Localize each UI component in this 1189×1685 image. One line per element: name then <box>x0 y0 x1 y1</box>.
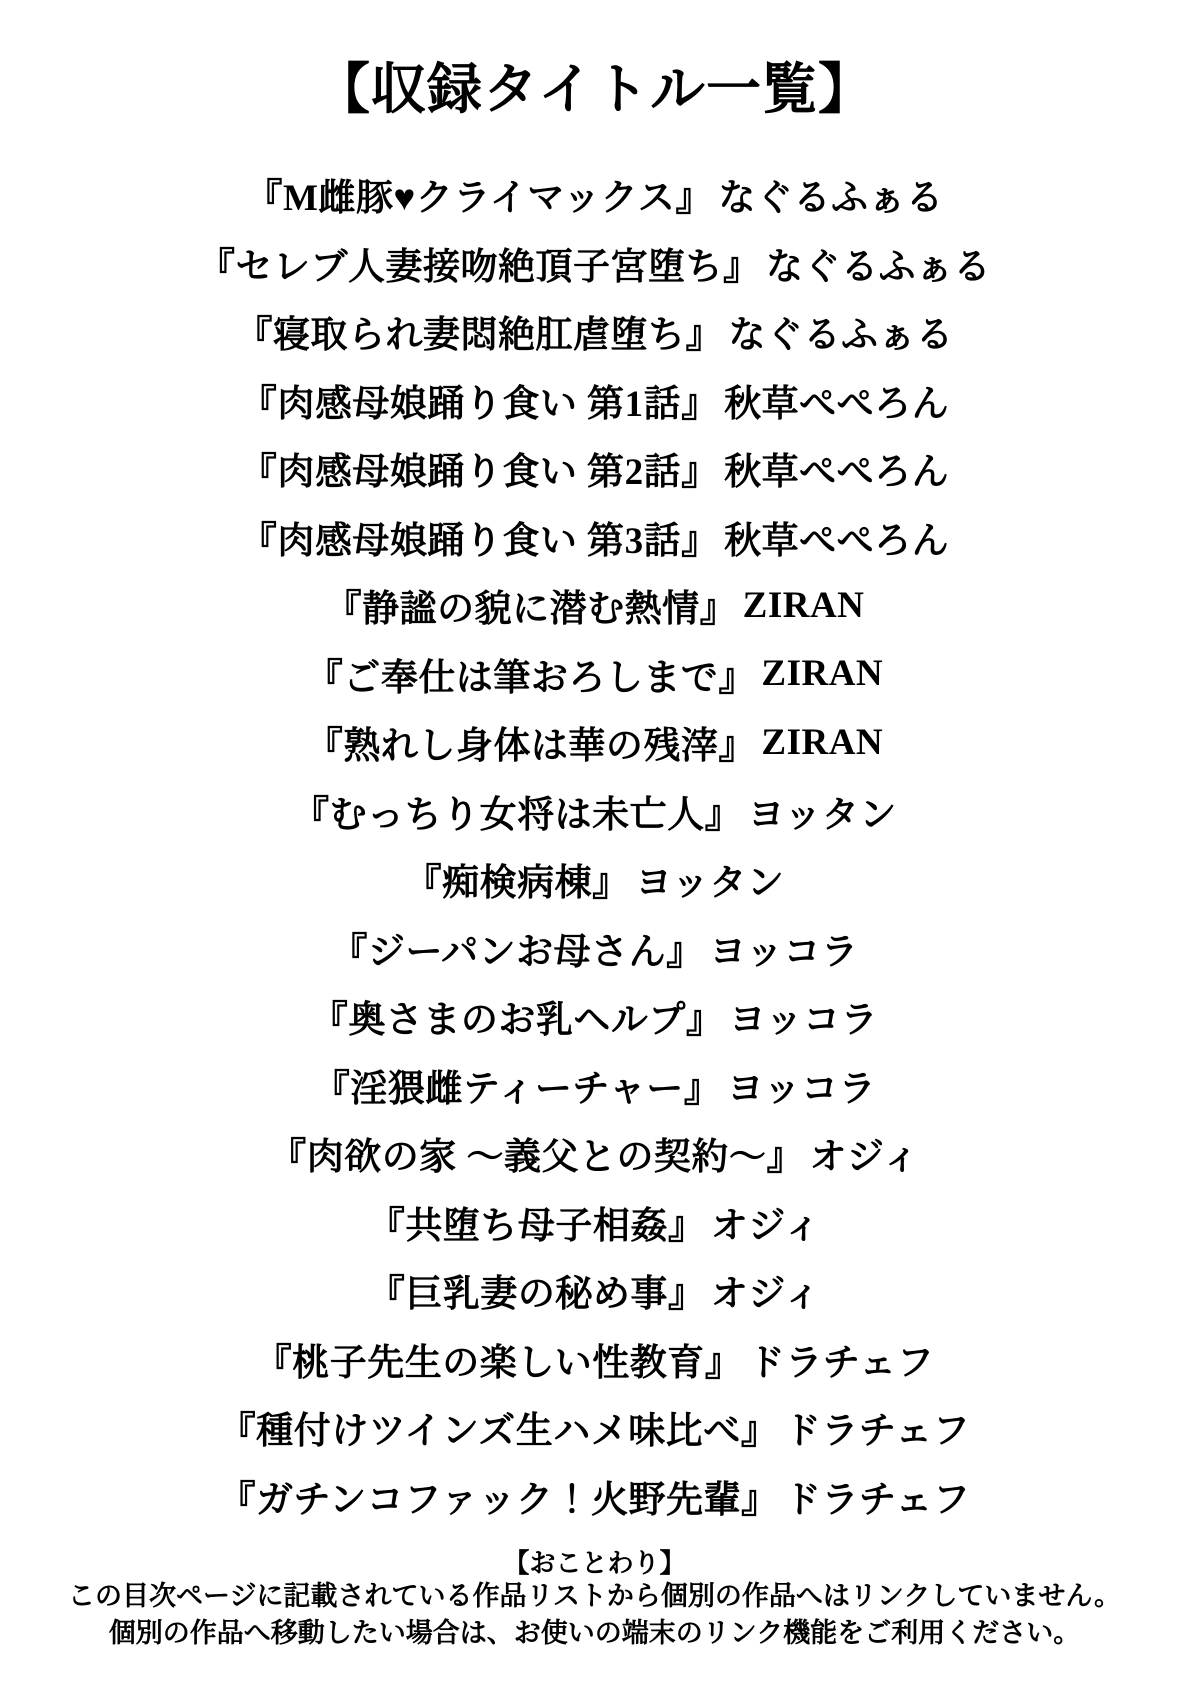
work-list-item <box>0 1462 1189 1531</box>
work-title: 『桃子先生の楽しい性教育』 <box>254 1342 743 1384</box>
disclaimer-heading: 【おことわり】 <box>503 1548 686 1578</box>
work-list-item <box>0 1188 1189 1257</box>
work-list-item <box>0 708 1189 777</box>
work-author: ドラチェフ <box>784 1479 971 1521</box>
work-author: 秋草ぺぺろん <box>724 520 950 562</box>
work-list-item <box>0 1393 1189 1462</box>
work-author: 秋草ぺぺろん <box>724 452 950 494</box>
work-list-item <box>0 366 1189 435</box>
work-author: なぐるふぁる <box>766 246 992 288</box>
work-author: オジィ <box>710 1274 822 1316</box>
work-list-item <box>0 1256 1189 1325</box>
work-list-item <box>0 1119 1189 1188</box>
work-title: 『奥さまのお乳ヘルプ』 <box>310 1000 724 1042</box>
work-title: 『淫猥雌ティーチャー』 <box>312 1068 722 1110</box>
work-author: ドラチェフ <box>783 1411 971 1453</box>
work-title: 『M雌豚♥クライマックス』 <box>245 178 713 220</box>
work-title: 『むっちり女将は未亡人』 <box>292 794 743 836</box>
page-title: 【収録タイトル一覧】 <box>315 59 874 120</box>
work-title: 『巨乳妻の秘め事』 <box>367 1274 706 1316</box>
work-author: ZIRAN <box>742 584 865 626</box>
work-list-item <box>0 503 1189 572</box>
work-title: 『肉欲の家 ～義父との契約～』 <box>269 1137 804 1179</box>
work-author: ヨッタン <box>747 794 897 836</box>
work-author: ヨッコラ <box>726 1068 877 1110</box>
work-author: ヨッコラ <box>709 931 859 973</box>
work-author: ZIRAN <box>761 721 884 763</box>
work-list-item <box>0 640 1189 709</box>
work-author: オジィ <box>710 1205 822 1247</box>
work-list-item <box>0 160 1189 229</box>
work-author: なぐるふぁる <box>718 178 944 220</box>
work-list-item <box>0 845 1189 914</box>
work-list-item <box>0 229 1189 298</box>
work-title: 『痴検病棟』 <box>404 863 630 905</box>
work-author: なぐるふぁる <box>728 315 954 357</box>
work-list-item <box>0 777 1189 846</box>
disclaimer-section <box>0 1548 1189 1651</box>
work-list-item <box>0 914 1189 983</box>
work-list-item <box>0 1325 1189 1394</box>
work-list-item <box>0 982 1189 1051</box>
work-title: 『肉感母娘踊り食い 第1話』 <box>239 383 719 425</box>
work-author: ドラチェフ <box>747 1342 935 1384</box>
work-list-item <box>0 571 1189 640</box>
work-author: ヨッコラ <box>728 1000 879 1042</box>
work-title: 『ジーパンお母さん』 <box>330 931 704 973</box>
work-author: ZIRAN <box>761 653 884 695</box>
work-title: 『共堕ち母子相姦』 <box>367 1205 706 1247</box>
work-title: 『熟れし身体は華の残滓』 <box>305 726 756 768</box>
work-title: 『肉感母娘踊り食い 第2話』 <box>239 452 719 494</box>
work-author: ヨッタン <box>635 863 785 905</box>
work-author: オジィ <box>809 1137 920 1179</box>
work-title: 『セレブ人妻接吻絶頂子宮堕ち』 <box>197 246 761 288</box>
disclaimer-line: この目次ページに記載されている作品リストから個別の作品へはリンクしていません。 <box>68 1581 1121 1611</box>
work-title: 『肉感母娘踊り食い 第3話』 <box>239 520 719 562</box>
work-title: 『寝取られ妻悶絶肛虐堕ち』 <box>235 315 723 357</box>
work-list-item <box>0 297 1189 366</box>
work-title: 『ご奉仕は筆おろしまで』 <box>305 657 756 699</box>
work-list-item <box>0 434 1189 503</box>
work-title: 『静謐の貌に潜む熱情』 <box>324 589 738 631</box>
work-title: 『ガチンコファック！火野先輩』 <box>218 1479 779 1521</box>
works-list <box>0 160 1189 1530</box>
work-title: 『種付けツインズ生ハメ味比べ』 <box>218 1411 779 1453</box>
disclaimer-line: 個別の作品へ移動したい場合は、お使いの端末のリンク機能をご利用ください。 <box>108 1617 1081 1648</box>
work-author: 秋草ぺぺろん <box>724 383 950 425</box>
work-list-item <box>0 1051 1189 1120</box>
